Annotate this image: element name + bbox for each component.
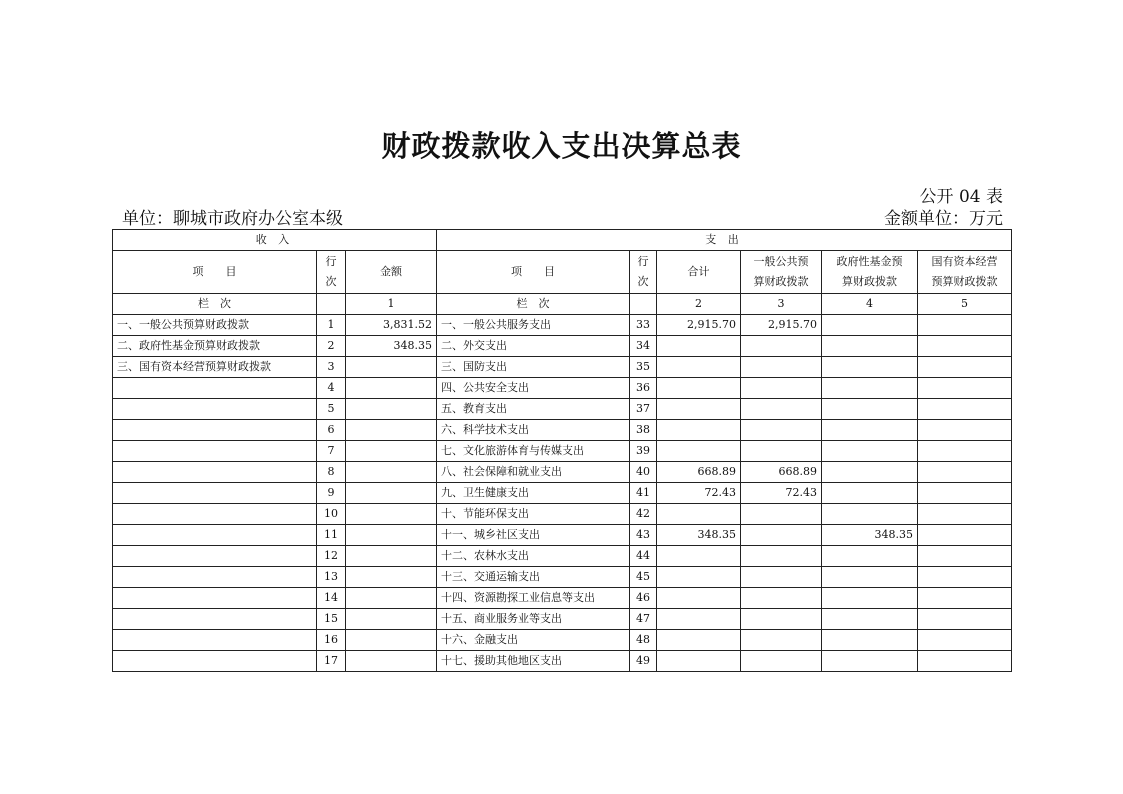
col-number-1: 1 (346, 294, 437, 315)
table-row (113, 420, 1012, 441)
general-budget-cell (741, 441, 822, 462)
total-cell (657, 630, 741, 651)
table-row (113, 630, 1012, 651)
expense-item-cell: 八、社会保障和就业支出 (437, 462, 630, 483)
income-row-no-cell: 4 (317, 378, 346, 399)
income-amount-cell (346, 588, 437, 609)
state-capital-cell (918, 441, 1012, 462)
expense-item-cell: 三、国防支出 (437, 357, 630, 378)
income-item-cell (113, 651, 317, 672)
total-cell: 72.43 (657, 483, 741, 504)
fund-budget-cell (822, 651, 918, 672)
state-capital-cell (918, 630, 1012, 651)
table-row (113, 588, 1012, 609)
header-row-col-numbers (113, 294, 1012, 315)
income-item-cell (113, 504, 317, 525)
income-item-cell (113, 525, 317, 546)
income-row-no-cell: 13 (317, 567, 346, 588)
total-header: 合计 (657, 251, 741, 294)
expense-item-cell: 十二、农林水支出 (437, 546, 630, 567)
state-capital-cell (918, 546, 1012, 567)
fund-budget-cell (822, 630, 918, 651)
income-row-no-cell: 6 (317, 420, 346, 441)
col-label-expense: 栏 次 (437, 294, 630, 315)
total-cell (657, 609, 741, 630)
income-item-cell (113, 630, 317, 651)
expense-item-cell: 十、节能环保支出 (437, 504, 630, 525)
unit-label: 单位：聊城市政府办公室本级 (122, 209, 343, 229)
state-capital-cell (918, 336, 1012, 357)
income-amount-cell (346, 483, 437, 504)
general-budget-cell (741, 336, 822, 357)
state-capital-cell (918, 399, 1012, 420)
row-no-header-line1: 行 (325, 255, 337, 268)
table-row (113, 504, 1012, 525)
income-row-no-cell: 11 (317, 525, 346, 546)
state-header-line2: 预算财政拨款 (931, 275, 998, 288)
income-row-no-cell: 7 (317, 441, 346, 462)
expense-item-header: 项 目 (437, 251, 630, 294)
total-cell (657, 357, 741, 378)
total-cell (657, 588, 741, 609)
table-row (113, 525, 1012, 546)
income-item-cell (113, 399, 317, 420)
state-capital-cell (918, 504, 1012, 525)
income-amount-cell: 3,831.52 (346, 315, 437, 336)
fund-budget-cell (822, 504, 918, 525)
general-budget-cell (741, 357, 822, 378)
income-row-no-cell: 16 (317, 630, 346, 651)
expense-item-cell: 十六、金融支出 (437, 630, 630, 651)
state-capital-cell (918, 357, 1012, 378)
expense-row-no-cell: 38 (630, 420, 657, 441)
income-item-cell (113, 462, 317, 483)
total-cell (657, 651, 741, 672)
income-item-header: 项 目 (113, 251, 317, 294)
expense-row-no-cell: 46 (630, 588, 657, 609)
expense-item-cell: 十七、援助其他地区支出 (437, 651, 630, 672)
income-amount-cell (346, 651, 437, 672)
expense-item-cell: 九、卫生健康支出 (437, 483, 630, 504)
fund-header-line2: 算财政拨款 (842, 275, 897, 288)
fund-budget-cell (822, 588, 918, 609)
fund-header-line1: 政府性基金预 (836, 255, 903, 268)
amount-unit-label: 金额单位：万元 (884, 209, 1003, 229)
general-budget-cell (741, 567, 822, 588)
general-budget-cell (741, 609, 822, 630)
general-budget-cell: 72.43 (741, 483, 822, 504)
row-no-header-line1: 行 (637, 255, 649, 268)
expense-item-cell: 十三、交通运输支出 (437, 567, 630, 588)
general-budget-cell (741, 378, 822, 399)
state-capital-cell (918, 609, 1012, 630)
expense-row-no-cell: 48 (630, 630, 657, 651)
expense-row-no-cell: 49 (630, 651, 657, 672)
income-amount-cell (346, 546, 437, 567)
table-row (113, 441, 1012, 462)
general-budget-cell (741, 525, 822, 546)
total-cell (657, 441, 741, 462)
expense-row-no-cell: 44 (630, 546, 657, 567)
income-amount-cell (346, 462, 437, 483)
general-header-line2: 算财政拨款 (753, 275, 809, 288)
income-row-no-cell: 3 (317, 357, 346, 378)
income-item-cell (113, 567, 317, 588)
fund-budget-cell (822, 483, 918, 504)
expense-item-cell: 六、科学技术支出 (437, 420, 630, 441)
row-no-header-line2: 次 (325, 275, 337, 288)
expense-item-cell: 二、外交支出 (437, 336, 630, 357)
total-cell (657, 399, 741, 420)
income-row-no-cell: 15 (317, 609, 346, 630)
income-item-cell (113, 441, 317, 462)
income-row-no-cell: 1 (317, 315, 346, 336)
expense-item-cell: 十一、城乡社区支出 (437, 525, 630, 546)
income-item-cell: 二、政府性基金预算财政拨款 (113, 336, 317, 357)
income-item-cell (113, 546, 317, 567)
page-title: 财政拨款收入支出决算总表 (381, 129, 742, 163)
fund-budget-cell (822, 546, 918, 567)
income-amount-cell (346, 630, 437, 651)
income-amount-cell (346, 504, 437, 525)
total-cell (657, 504, 741, 525)
col-number-5: 5 (918, 294, 1012, 315)
total-cell (657, 420, 741, 441)
expense-row-no-cell: 45 (630, 567, 657, 588)
expense-row-no-cell: 39 (630, 441, 657, 462)
col-number-empty (317, 294, 346, 315)
fund-budget-cell (822, 399, 918, 420)
state-capital-cell (918, 315, 1012, 336)
expense-item-cell: 一、一般公共服务支出 (437, 315, 630, 336)
expense-row-no-cell: 34 (630, 336, 657, 357)
general-budget-cell (741, 630, 822, 651)
table-row (113, 483, 1012, 504)
expense-item-cell: 五、教育支出 (437, 399, 630, 420)
expense-item-cell: 十四、资源勘探工业信息等支出 (437, 588, 630, 609)
income-item-cell: 三、国有资本经营预算财政拨款 (113, 357, 317, 378)
expense-row-no-cell: 36 (630, 378, 657, 399)
fund-budget-cell (822, 378, 918, 399)
total-cell: 668.89 (657, 462, 741, 483)
expense-row-no-cell: 47 (630, 609, 657, 630)
income-amount-cell (346, 420, 437, 441)
table-row (113, 462, 1012, 483)
col-number-3: 3 (741, 294, 822, 315)
table-row (113, 357, 1012, 378)
income-row-no-cell: 17 (317, 651, 346, 672)
state-capital-header (918, 251, 1012, 294)
state-capital-cell (918, 588, 1012, 609)
state-capital-cell (918, 651, 1012, 672)
fund-budget-cell (822, 315, 918, 336)
state-capital-cell (918, 420, 1012, 441)
general-budget-cell: 668.89 (741, 462, 822, 483)
general-budget-cell (741, 420, 822, 441)
table-row (113, 609, 1012, 630)
fund-budget-cell (822, 420, 918, 441)
income-row-no-cell: 8 (317, 462, 346, 483)
expense-row-no-cell: 43 (630, 525, 657, 546)
expense-item-cell: 四、公共安全支出 (437, 378, 630, 399)
income-header: 收 入 (113, 230, 437, 251)
fund-budget-cell (822, 336, 918, 357)
expense-row-no-cell: 40 (630, 462, 657, 483)
state-capital-cell (918, 483, 1012, 504)
income-row-no-cell: 9 (317, 483, 346, 504)
general-budget-cell: 2,915.70 (741, 315, 822, 336)
expense-row-no-cell: 42 (630, 504, 657, 525)
table-row (113, 399, 1012, 420)
income-row-no-cell: 5 (317, 399, 346, 420)
income-item-cell (113, 609, 317, 630)
general-budget-cell (741, 504, 822, 525)
general-budget-cell (741, 651, 822, 672)
fund-budget-header (822, 251, 918, 294)
fund-budget-cell: 348.35 (822, 525, 918, 546)
col-number-empty (630, 294, 657, 315)
income-amount-cell (346, 567, 437, 588)
header-row-columns (113, 251, 1012, 294)
total-cell (657, 567, 741, 588)
table-row (113, 336, 1012, 357)
income-amount-cell (346, 609, 437, 630)
income-amount-cell (346, 357, 437, 378)
expense-item-cell: 七、文化旅游体育与传媒支出 (437, 441, 630, 462)
state-capital-cell (918, 525, 1012, 546)
state-capital-cell (918, 378, 1012, 399)
total-cell: 2,915.70 (657, 315, 741, 336)
expense-row-no-cell: 35 (630, 357, 657, 378)
income-amount-cell: 348.35 (346, 336, 437, 357)
col-label-income: 栏 次 (113, 294, 317, 315)
general-budget-cell (741, 546, 822, 567)
income-item-cell (113, 483, 317, 504)
income-row-no-cell: 14 (317, 588, 346, 609)
income-amount-cell (346, 441, 437, 462)
budget-table (112, 229, 1012, 672)
col-number-2: 2 (657, 294, 741, 315)
form-number: 公开 04 表 (919, 187, 1003, 207)
fund-budget-cell (822, 462, 918, 483)
fund-budget-cell (822, 609, 918, 630)
income-amount-cell (346, 399, 437, 420)
state-capital-cell (918, 567, 1012, 588)
income-amount-cell (346, 378, 437, 399)
income-row-no-header (317, 251, 346, 294)
total-cell (657, 336, 741, 357)
total-cell (657, 546, 741, 567)
income-row-no-cell: 10 (317, 504, 346, 525)
expense-row-no-cell: 33 (630, 315, 657, 336)
state-header-line1: 国有资本经营 (931, 255, 998, 268)
row-no-header-line2: 次 (637, 275, 649, 288)
total-cell (657, 378, 741, 399)
table-row (113, 567, 1012, 588)
expense-header: 支 出 (437, 230, 1012, 251)
general-budget-cell (741, 399, 822, 420)
expense-row-no-cell: 41 (630, 483, 657, 504)
table-row (113, 378, 1012, 399)
expense-row-no-cell: 37 (630, 399, 657, 420)
table-row (113, 315, 1012, 336)
total-cell: 348.35 (657, 525, 741, 546)
fund-budget-cell (822, 357, 918, 378)
expense-item-cell: 十五、商业服务业等支出 (437, 609, 630, 630)
income-row-no-cell: 12 (317, 546, 346, 567)
expense-row-no-header (630, 251, 657, 294)
table-row (113, 651, 1012, 672)
income-item-cell (113, 588, 317, 609)
state-capital-cell (918, 462, 1012, 483)
income-item-cell: 一、一般公共预算财政拨款 (113, 315, 317, 336)
header-row-sections (113, 230, 1012, 251)
income-item-cell (113, 378, 317, 399)
income-amount-cell (346, 525, 437, 546)
general-budget-header (741, 251, 822, 294)
income-amount-header: 金额 (346, 251, 437, 294)
income-item-cell (113, 420, 317, 441)
fund-budget-cell (822, 567, 918, 588)
table-row (113, 546, 1012, 567)
income-row-no-cell: 2 (317, 336, 346, 357)
general-budget-cell (741, 588, 822, 609)
col-number-4: 4 (822, 294, 918, 315)
general-header-line1: 一般公共预 (753, 255, 809, 268)
fund-budget-cell (822, 441, 918, 462)
